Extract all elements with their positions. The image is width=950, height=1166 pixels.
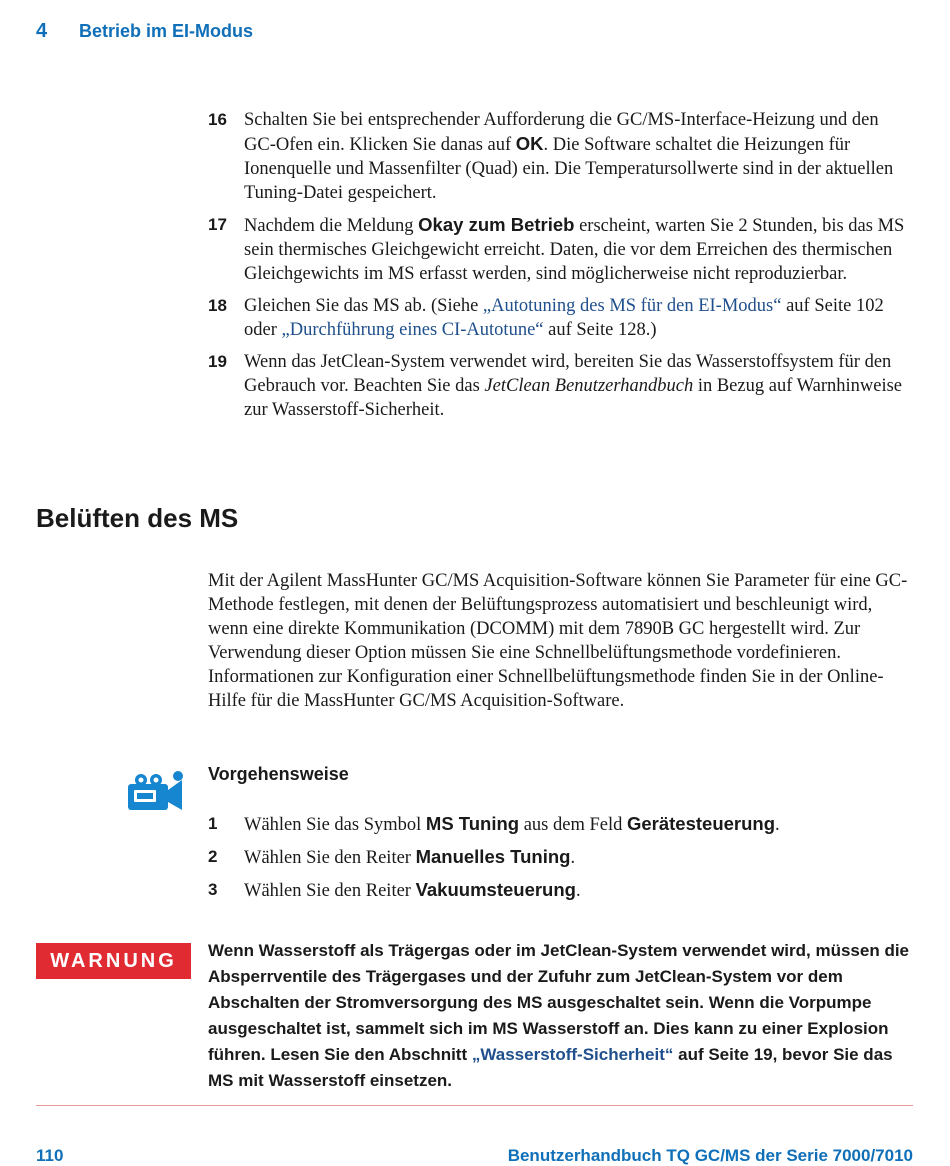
step-text: Wenn das JetClean-System verwendet wird, bereiten Sie das Wasserstoffsystem für den Gebrauch vor. Beachten Sie das bbox=[244, 352, 892, 396]
link-autotuning-ei[interactable]: „Autotuning des MS für den EI-Modus“ bbox=[482, 296, 782, 316]
step-text: . bbox=[775, 815, 780, 835]
warning-body: Wenn Wasserstoff als Trägergas oder im JetClean-System verwendet wird, müssen die Absperrventile des Trägergases und der Zufuhr zum JetClean-System vor dem Abschalten der Stromversorgung des MS ausgeschaltet sein. Wenn die Vorpumpe ausgeschaltet ist, sammelt sich im MS Wasserstoff an. Dies kann zu einer Explosion führen. Lesen Sie den Abschnitt bbox=[208, 941, 910, 1064]
step-text: erscheint, warten Sie 2 Stunden, bis das MS sein thermisches Gleichgewicht erreicht. Daten, die vor dem Erreichen des thermischen Gleichgewichts im MS erfasst werden, sind möglicherweise nicht reproduzierbar. bbox=[244, 216, 905, 284]
ok-button-label: OK bbox=[515, 133, 544, 154]
step-1 bbox=[208, 812, 908, 837]
step-text: aus dem Feld bbox=[519, 815, 627, 835]
page-number: 110 bbox=[36, 1146, 64, 1165]
manual-title: Benutzerhandbuch TQ GC/MS der Serie 7000/7010 bbox=[507, 1146, 913, 1165]
step-number: 19 bbox=[208, 352, 227, 371]
step-number: 1 bbox=[208, 814, 218, 833]
book-title: JetClean Benutzerhandbuch bbox=[484, 376, 694, 396]
step-number: 2 bbox=[208, 847, 218, 866]
link-hydrogen-safety[interactable]: „Wasserstoff-Sicherheit“ bbox=[471, 1045, 674, 1064]
step-17 bbox=[208, 213, 908, 286]
step-text: . bbox=[575, 881, 581, 901]
step-18 bbox=[208, 294, 908, 342]
warning-body: auf Seite 19, bevor Sie das MS mit Wasserstoff einsetzen. bbox=[208, 1045, 893, 1090]
ms-tuning-label: MS Tuning bbox=[425, 813, 520, 834]
step-number: 16 bbox=[208, 110, 227, 129]
step-19 bbox=[208, 350, 908, 422]
section-title: Belüften des MS bbox=[36, 503, 239, 533]
warning-text bbox=[208, 938, 913, 1094]
step-number: 17 bbox=[208, 215, 227, 234]
step-3 bbox=[208, 878, 908, 903]
step-text: auf Seite 102 oder bbox=[244, 296, 884, 340]
step-text: . Die Software schaltet die Heizungen für Ionenquelle und Massenfilter (Quad) ein. Die Temperatursollwerte sind in der aktuellen Tuning-Datei gespeichert. bbox=[244, 135, 894, 203]
step-list-startup bbox=[208, 108, 908, 430]
running-header bbox=[36, 20, 253, 43]
chapter-title: Betrieb im EI-Modus bbox=[79, 21, 254, 41]
step-number: 3 bbox=[208, 880, 218, 899]
step-2 bbox=[208, 845, 908, 870]
video-camera-icon bbox=[126, 770, 188, 814]
manual-tuning-tab-label: Manuelles Tuning bbox=[415, 846, 571, 867]
step-text: Wählen Sie den Reiter bbox=[244, 848, 416, 868]
device-control-label: Gerätesteuerung bbox=[626, 813, 776, 834]
vacuum-control-tab-label: Vakuumsteuerung bbox=[415, 879, 576, 900]
step-number: 18 bbox=[208, 296, 227, 315]
procedure-heading: Vorgehensweise bbox=[208, 764, 349, 784]
footer-divider bbox=[36, 1105, 913, 1106]
step-text: Wählen Sie den Reiter bbox=[244, 881, 416, 901]
step-text: Nachdem die Meldung bbox=[244, 216, 419, 236]
status-message: Okay zum Betrieb bbox=[418, 214, 575, 235]
warning-badge: WARNUNG bbox=[36, 943, 191, 979]
step-16 bbox=[208, 108, 908, 205]
intro-paragraph: Mit der Agilent MassHunter GC/MS Acquisition-Software können Sie Parameter für eine GC-Methode festlegen, mit denen der Belüftungsprozess automatisiert und beschleunigt wird, wenn eine direkte Kommunikation (DCOMM) mit dem 7890B GC hergestellt wird. Zur Verwendung dieser Option müssen Sie eine Schnellbelüftungsmethode vordefinieren. Informationen zur Konfiguration einer Schnellbelüftungsmethode finden Sie in der Online-Hilfe für die MassHunter GC/MS Acquisition-Software. bbox=[208, 571, 908, 711]
chapter-number: 4 bbox=[36, 20, 48, 42]
step-text: Wählen Sie das Symbol bbox=[244, 815, 426, 835]
step-text: auf Seite 128.) bbox=[543, 320, 657, 340]
step-text: Gleichen Sie das MS ab. (Siehe bbox=[244, 296, 483, 316]
step-text: . bbox=[570, 848, 576, 868]
link-ci-autotune[interactable]: „Durchführung eines CI-Autotune“ bbox=[281, 320, 544, 340]
step-text: in Bezug auf Warnhinweise zur Wasserstoff-Sicherheit. bbox=[244, 376, 903, 420]
step-list-venting bbox=[208, 812, 908, 911]
step-text: Schalten Sie bei entsprechender Aufforderung die GC/MS-Interface-Heizung und den GC-Ofen ein. Klicken Sie danas auf bbox=[244, 110, 879, 155]
